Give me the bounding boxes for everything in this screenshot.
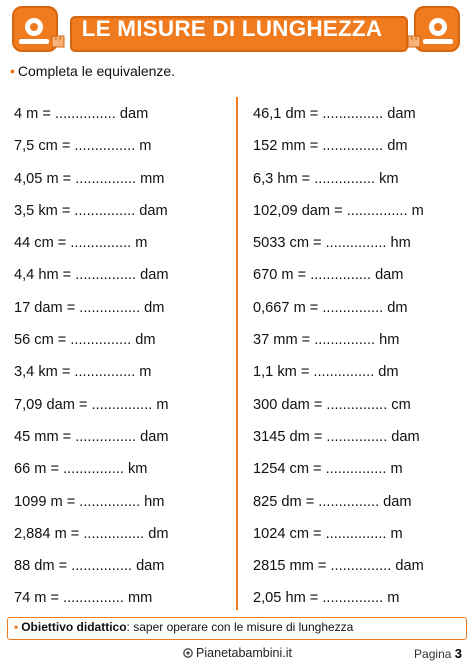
exercise-row: 1099 m = ............... hm bbox=[14, 493, 165, 510]
page-title: LE MISURE DI LUNGHEZZA bbox=[81, 16, 383, 41]
column-divider bbox=[236, 97, 238, 610]
exercise-row: 1,1 km = ............... dm bbox=[253, 364, 399, 381]
exercise-row: 17 dam = ............... dm bbox=[14, 299, 165, 316]
exercise-row: 3,5 km = ............... dam bbox=[14, 202, 168, 219]
brand bbox=[0, 646, 474, 660]
exercise-row: 45 mm = ............... dam bbox=[14, 428, 169, 445]
exercise-row: 2815 mm = ............... dam bbox=[253, 558, 424, 575]
tape-measure-icon bbox=[406, 4, 462, 60]
exercise-row: 37 mm = ............... hm bbox=[253, 332, 400, 349]
exercise-row: 102,09 dam = ............... m bbox=[253, 202, 424, 219]
tape-measure-icon bbox=[10, 4, 66, 60]
exercise-row: 670 m = ............... dam bbox=[253, 267, 404, 284]
exercise-row: 0,667 m = ............... dm bbox=[253, 299, 408, 316]
exercise-row: 88 dm = ............... dam bbox=[14, 558, 165, 575]
objective-description: : saper operare con le misure di lunghezza bbox=[126, 620, 354, 634]
exercise-row: 56 cm = ............... dm bbox=[14, 332, 156, 349]
exercise-row: 4,05 m = ............... mm bbox=[14, 170, 165, 187]
exercise-row: 7,5 cm = ............... m bbox=[14, 138, 152, 155]
bullet-icon: • bbox=[14, 620, 19, 634]
bullet-icon: • bbox=[10, 63, 15, 79]
page-number bbox=[414, 646, 462, 661]
planet-icon bbox=[182, 647, 194, 659]
exercise-row: 4,4 hm = ............... dam bbox=[14, 267, 169, 284]
exercise-column-right bbox=[253, 103, 424, 620]
objective-label: Obiettivo didattico bbox=[21, 620, 127, 634]
objective-text bbox=[14, 620, 353, 634]
exercise-row: 3145 dm = ............... dam bbox=[253, 428, 420, 445]
exercise-row: 2,05 hm = ............... m bbox=[253, 590, 400, 607]
exercise-row: 4 m = ............... dam bbox=[14, 106, 149, 122]
exercise-row: 5033 cm = ............... hm bbox=[253, 235, 411, 252]
exercise-row: 74 m = ............... mm bbox=[14, 590, 153, 607]
exercise-row: 2,884 m = ............... dm bbox=[14, 525, 169, 542]
exercise-row: 46,1 dm = ............... dam bbox=[253, 106, 416, 122]
exercise-row: 300 dam = ............... cm bbox=[253, 396, 411, 413]
page-number-value: 3 bbox=[454, 646, 462, 661]
instruction bbox=[10, 63, 175, 79]
exercise-row: 825 dm = ............... dam bbox=[253, 493, 412, 510]
brand-name: Pianetabambini.it bbox=[196, 646, 292, 660]
exercise-row: 6,3 hm = ............... km bbox=[253, 170, 399, 187]
exercise-row: 1254 cm = ............... m bbox=[253, 461, 403, 478]
exercise-row: 7,09 dam = ............... m bbox=[14, 396, 169, 413]
exercise-column-left bbox=[14, 103, 169, 620]
exercise-row: 44 cm = ............... m bbox=[14, 235, 148, 252]
page-label: Pagina bbox=[414, 647, 452, 661]
exercise-row: 1024 cm = ............... m bbox=[253, 525, 403, 542]
exercise-row: 66 m = ............... km bbox=[14, 461, 148, 478]
exercise-row: 3,4 km = ............... m bbox=[14, 364, 152, 381]
instruction-text: Completa le equivalenze. bbox=[17, 63, 176, 79]
exercise-row: 152 mm = ............... dm bbox=[253, 138, 408, 155]
